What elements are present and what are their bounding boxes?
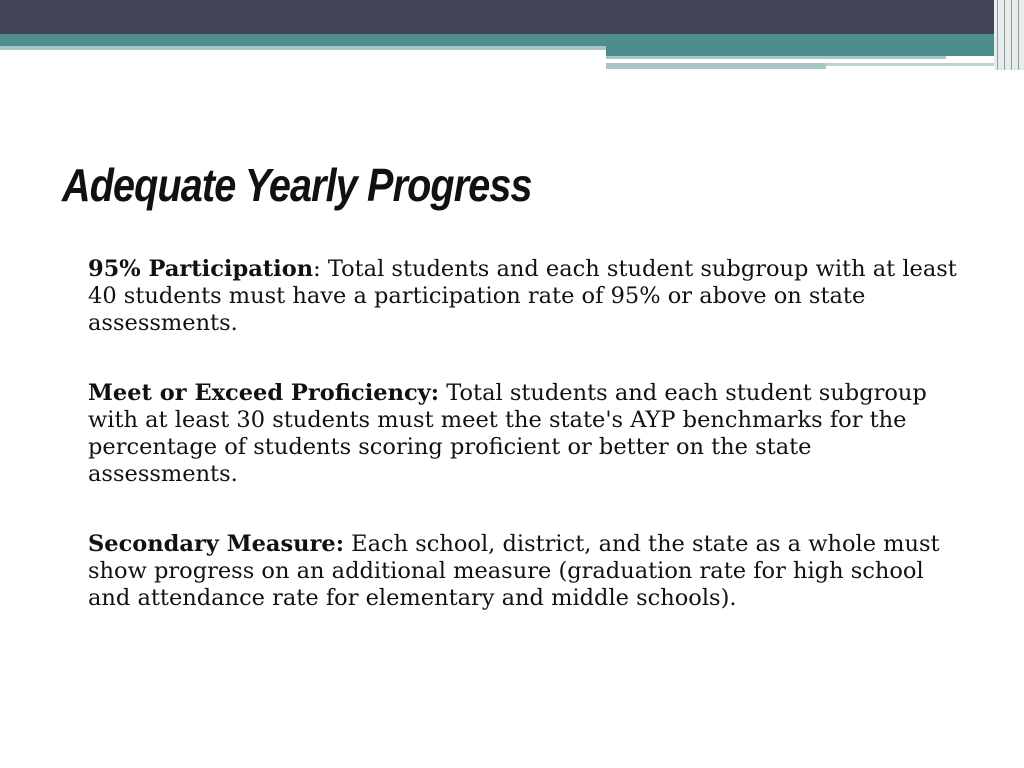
header-band-step-light-3 [826,63,996,66]
header-stripes-decoration [994,0,1024,70]
header-band-light [0,46,606,50]
paragraph-proficiency [88,380,968,488]
header-band-dark [0,0,1024,34]
paragraph-heading: 95% Participation [88,256,314,282]
paragraph-heading: Meet or Exceed Proficiency: [88,380,440,406]
paragraph-text: Total students and each student subgroup with at least 40 students must have a participation rate of 95% or above on state assessments. [88,256,957,336]
paragraph-participation [88,256,968,337]
slide-title: Adequate Yearly Progress [62,159,532,211]
header-band-step-light [606,56,946,59]
paragraph-text: Each school, district, and the state as a whole must show progress on an additional measure (graduation rate for high school and attendance rate for elementary and middle schools). [88,531,940,611]
paragraph-heading: Secondary Measure: [88,531,345,557]
header-band-step-light-2 [606,63,826,69]
paragraph-separator: : [313,256,321,282]
header-band-teal [0,34,1024,46]
paragraph-secondary-measure [88,531,968,612]
paragraph-text: Total students and each student subgroup with at least 30 students must meet the state's AYP benchmarks for the percentage of students scoring proficient or better on the state assessments. [88,380,927,487]
header-band-step [606,46,1024,56]
slide-body [88,256,968,655]
